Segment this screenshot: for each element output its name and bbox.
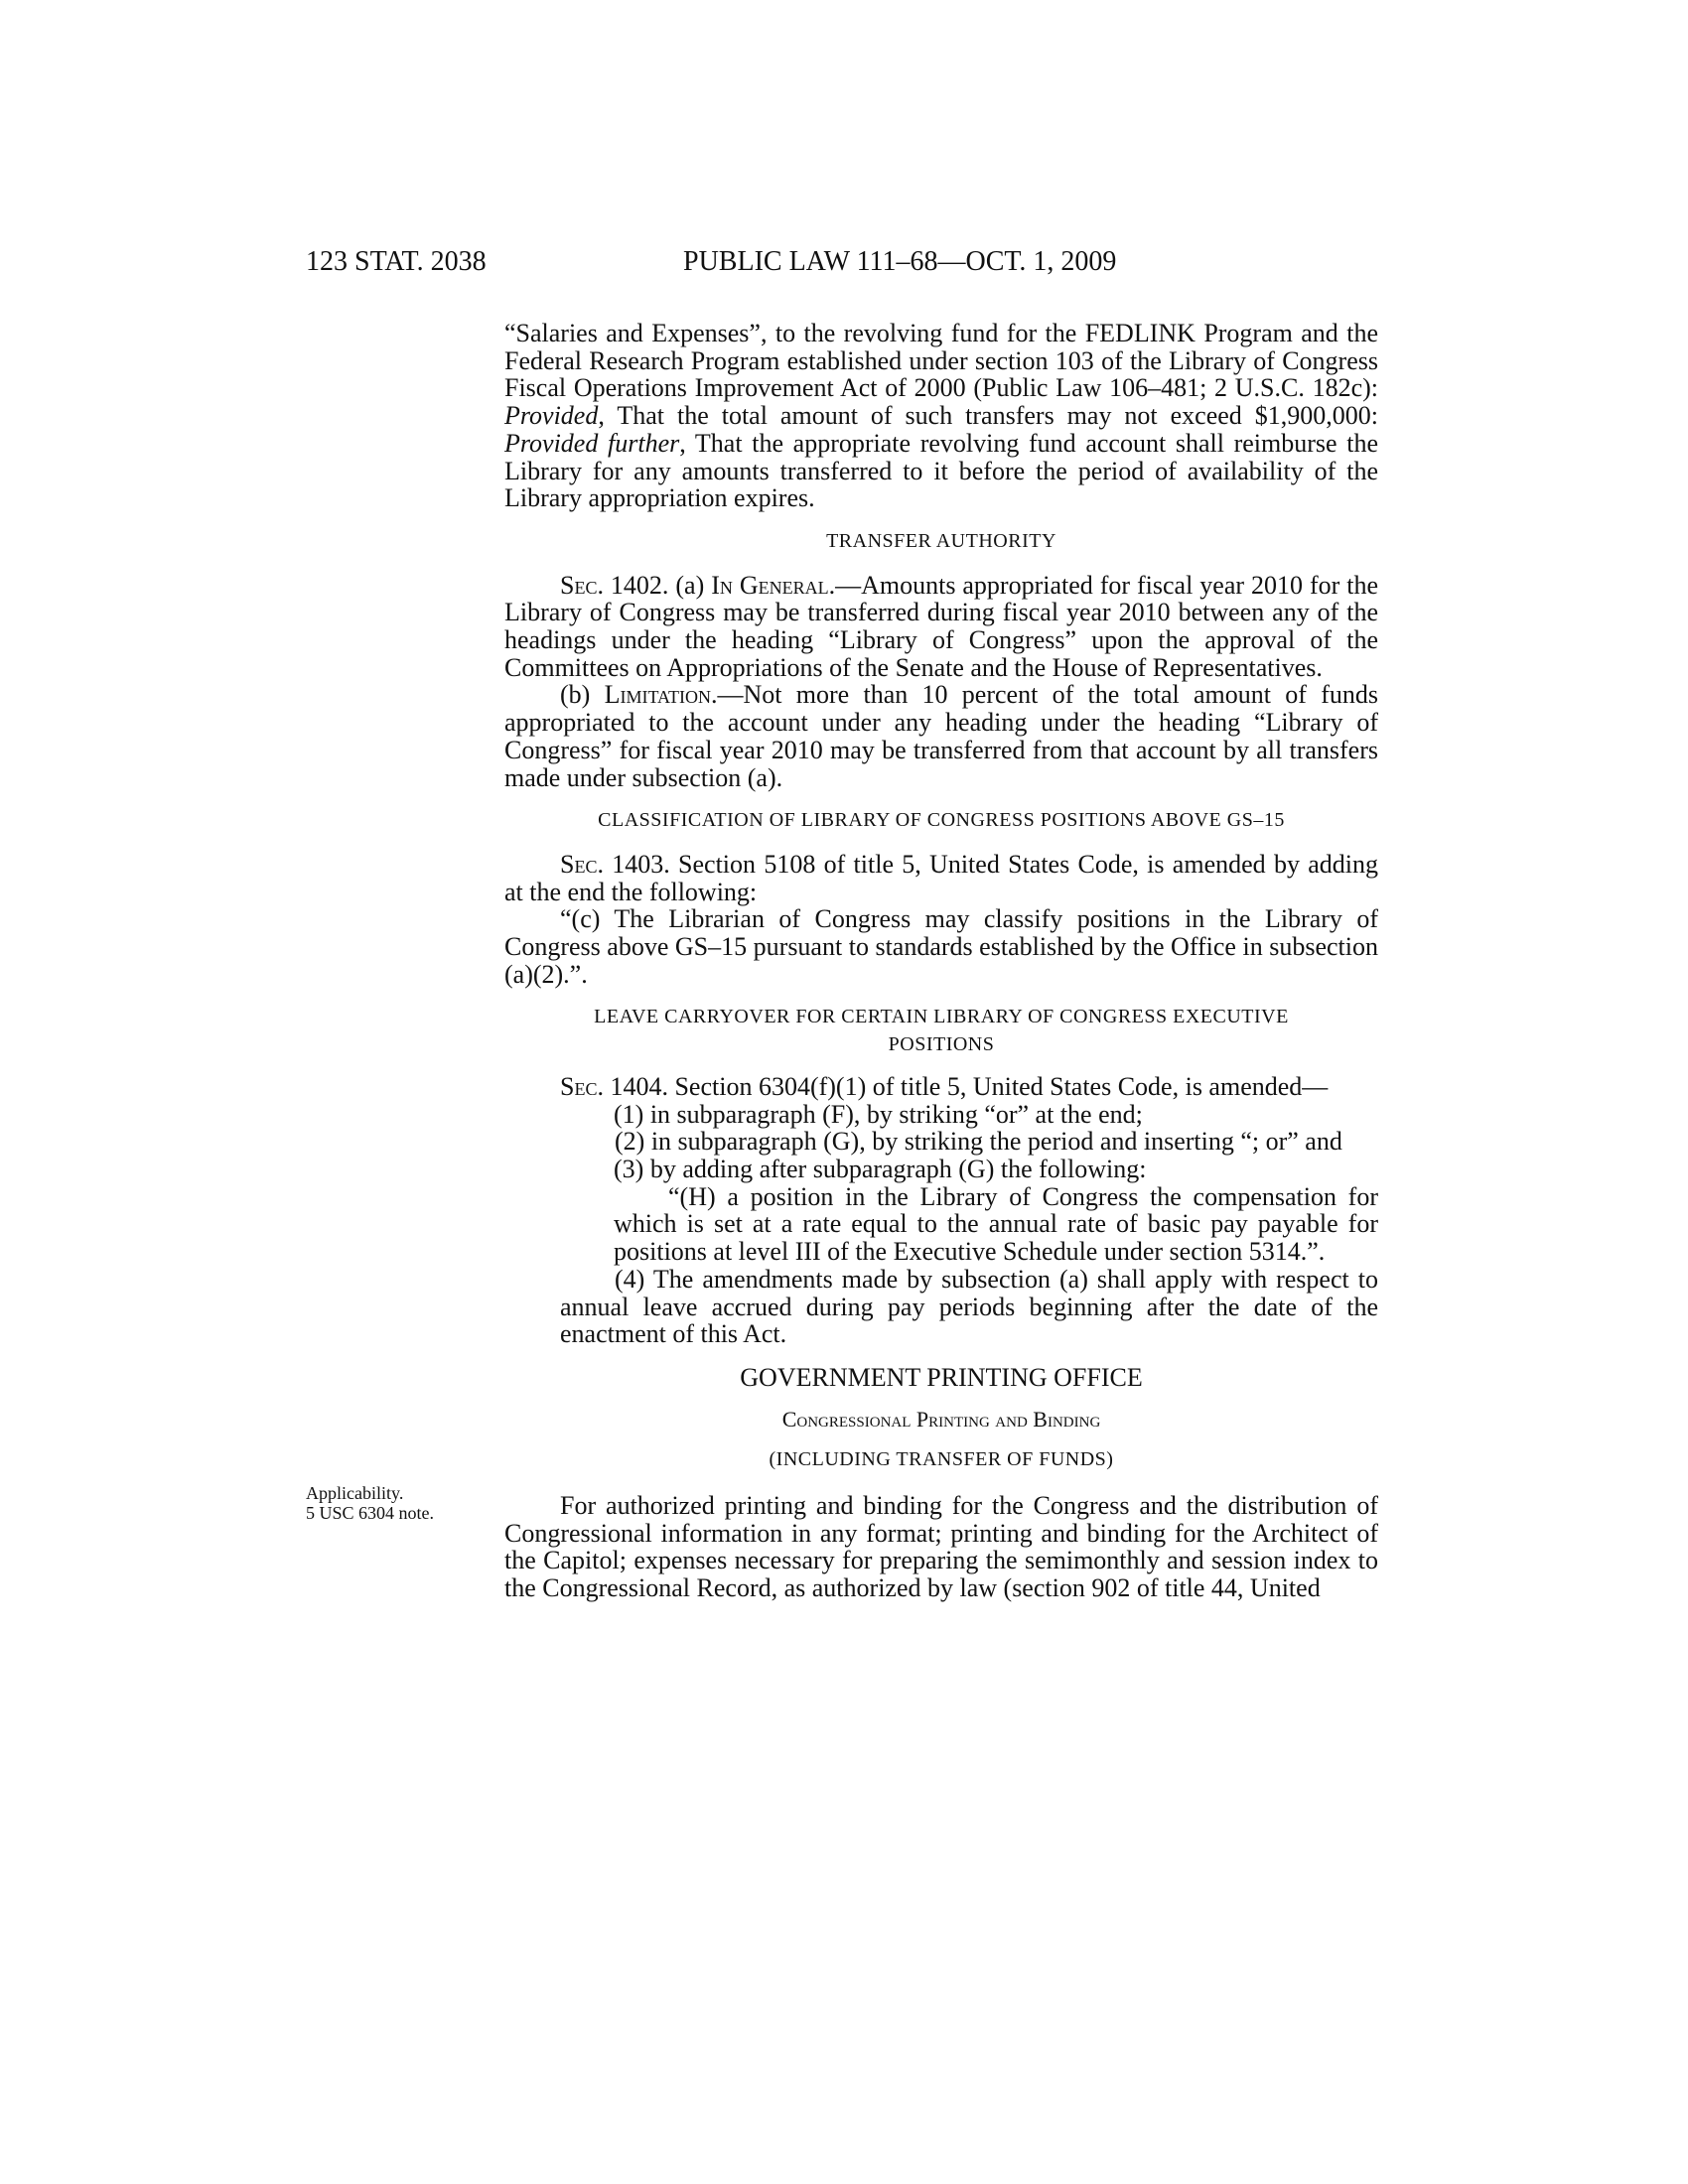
item-3: (3) by adding after subparagraph (G) the following: bbox=[614, 1154, 1147, 1183]
running-header bbox=[0, 246, 1688, 286]
heading-leave-carryover: LEAVE CARRYOVER FOR CERTAIN LIBRARY OF CONGRESS EXECUTIVE bbox=[594, 1006, 1289, 1028]
heading-congressional-printing-binding: Congressional Printing and Binding bbox=[781, 1406, 1101, 1432]
paragraph-printing-binding: For authorized printing and binding for the Congress and the distribution of Congressional information in any format; printing and binding for the Architect of the Capitol; expenses necessary for preparing the semimonthly and session index to the Congressional Record, as authorized by law (section 902 of title 44, United bbox=[504, 1491, 1378, 1603]
heading-transfer-authority: TRANSFER AUTHORITY bbox=[826, 529, 1056, 552]
section-1402-b: (b) Limitation.—Not more than 10 percent of the total amount of funds appropriated to the account under any heading under the heading “Library of Congress” for fiscal year 2010 may be transferred from that account by all transfers made under subsection (a). bbox=[504, 680, 1378, 792]
heading-leave-carryover-line2: POSITIONS bbox=[888, 1033, 995, 1056]
heading-classification: CLASSIFICATION OF LIBRARY OF CONGRESS POSITIONS ABOVE GS–15 bbox=[598, 809, 1285, 832]
section-1403: Sec. 1403. Section 5108 of title 5, United States Code, is amended by adding at the end the following: bbox=[504, 849, 1378, 906]
heading-including-transfer: (INCLUDING TRANSFER OF FUNDS) bbox=[769, 1448, 1114, 1471]
paragraph-salaries: “Salaries and Expenses”, to the revolving fund for the FEDLINK Program and the Federal Research Program established under section 103 of the Library of Congress Fiscal Operations Improvement Act of 2000 (Public Law 106–481; 2 U.S.C. 182c): Provided, That the total amount of such transfers may not exceed $1,900,000: Provided further, That the appropriate revolving fund account shall reimburse the Library for any amounts transferred to it before the period of availability of the Library appropriation expires. bbox=[504, 319, 1378, 513]
section-1404: Sec. 1404. Section 6304(f)(1) of title 5, United States Code, is amended— bbox=[560, 1071, 1329, 1101]
public-law-title: PUBLIC LAW 111–68—OCT. 1, 2009 bbox=[683, 246, 1117, 277]
page-body bbox=[504, 320, 1378, 1602]
section-1402-a: Sec. 1402. (a) In General.—Amounts appropriated for fiscal year 2010 for the Library of Congress may be transferred during fiscal year 2010 between any of the headings under the heading “Library of Congress” upon the approval of the Committees on Appropriations of the Senate and the House of Representatives. bbox=[504, 570, 1378, 682]
stat-citation: 123 STAT. 2038 bbox=[306, 246, 487, 277]
margin-note-citation: 5 USC 6304 note. bbox=[306, 1503, 435, 1523]
margin-note bbox=[306, 1483, 434, 1523]
heading-government-printing-office: GOVERNMENT PRINTING OFFICE bbox=[740, 1362, 1143, 1392]
margin-note-applicability: Applicability. bbox=[306, 1483, 404, 1503]
item-4: (4) The amendments made by subsection (a) shall apply with respect to annual leave accrued during pay periods beginning after the date of the enactment of this Act. bbox=[560, 1264, 1378, 1349]
section-1403-c: “(c) The Librarian of Congress may classify positions in the Library of Congress above GS–15 pursuant to standards established by the Office in subsection (a)(2).”. bbox=[504, 904, 1378, 989]
item-h-quote: “(H) a position in the Library of Congress the compensation for which is set at a rate equal to the annual rate of basic pay payable for positions at level III of the Executive Schedule under section 5314.”. bbox=[614, 1181, 1378, 1267]
item-1: (1) in subparagraph (F), by striking “or” at the end; bbox=[614, 1099, 1143, 1129]
item-2: (2) in subparagraph (G), by striking the period and inserting “; or” and bbox=[615, 1127, 1342, 1157]
